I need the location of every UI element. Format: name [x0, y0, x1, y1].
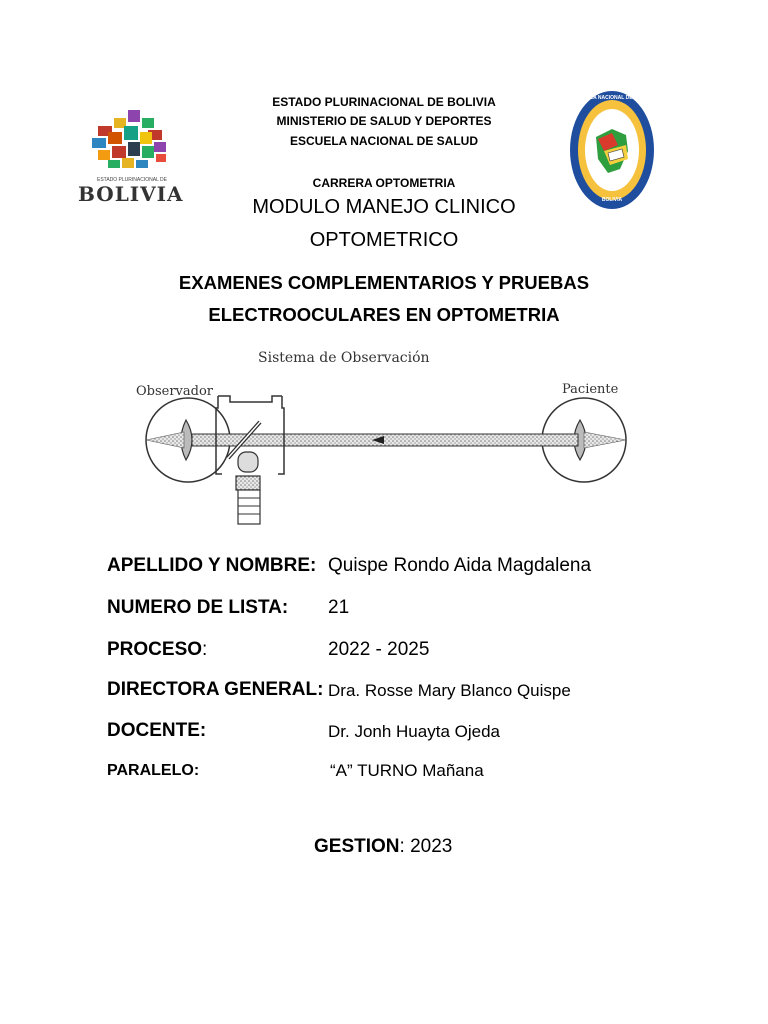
field-label-list-number: NUMERO DE LISTA: — [107, 597, 289, 618]
seal-ring-text: ESCUELA NACIONAL DE SALUD — [572, 95, 652, 101]
module-line-1: MODULO MANEJO CLINICO — [252, 196, 516, 218]
document-title-line-2: ELECTROOCULARES EN OPTOMETRIA — [208, 304, 560, 325]
document-title-line-1: EXAMENES COMPLEMENTARIOS Y PRUEBAS — [178, 272, 590, 293]
observation-system-illustration — [132, 336, 634, 536]
field-label-name: APELLIDO Y NOMBRE: — [107, 555, 317, 576]
field-value-name: Quispe Rondo Aida Magdalena — [328, 555, 592, 576]
field-label-teacher: DOCENTE: — [107, 720, 207, 741]
diagram-patient-label: Paciente — [562, 382, 619, 397]
field-value-list-number: 21 — [328, 597, 350, 618]
field-value-parallel: “A” TURNO Mañana — [330, 761, 484, 780]
career-title: CARRERA OPTOMETRIA — [312, 176, 456, 190]
logo-bolivia-text: BOLIVIA — [78, 182, 184, 206]
field-label-process-text: PROCESO — [107, 639, 203, 660]
field-value-director: Dra. Rosse Mary Blanco Quispe — [328, 681, 571, 700]
field-label-process-colon: : — [202, 639, 208, 660]
gestion-line — [314, 836, 452, 858]
diagram-title: Sistema de Observación — [258, 350, 430, 366]
field-label-parallel: PARALELO: — [107, 762, 200, 779]
logo-small-text: ESTADO PLURINACIONAL DE — [96, 177, 167, 183]
header-ministry: MINISTERIO DE SALUD Y DEPORTES — [276, 114, 492, 128]
gestion-label: GESTION — [314, 836, 400, 857]
field-label-process — [107, 639, 207, 661]
field-value-teacher: Dr. Jonh Huayta Ojeda — [328, 722, 500, 741]
field-value-process: 2022 - 2025 — [328, 639, 430, 660]
header-school: ESCUELA NACIONAL DE SALUD — [289, 134, 478, 148]
observation-diagram — [132, 336, 634, 536]
diagram-observer-label: Observador — [136, 384, 214, 399]
gestion-colon: : — [399, 836, 405, 857]
seal-bottom-text: BOLIVIA — [601, 197, 623, 203]
field-label-director: DIRECTORA GENERAL: — [107, 679, 324, 700]
module-line-2: OPTOMETRICO — [309, 229, 459, 251]
bolivia-logo — [78, 104, 182, 204]
header-state: ESTADO PLURINACIONAL DE BOLIVIA — [272, 95, 496, 109]
school-seal — [568, 89, 656, 211]
school-seal-icon — [568, 89, 656, 211]
gestion-value: 2023 — [410, 836, 453, 857]
